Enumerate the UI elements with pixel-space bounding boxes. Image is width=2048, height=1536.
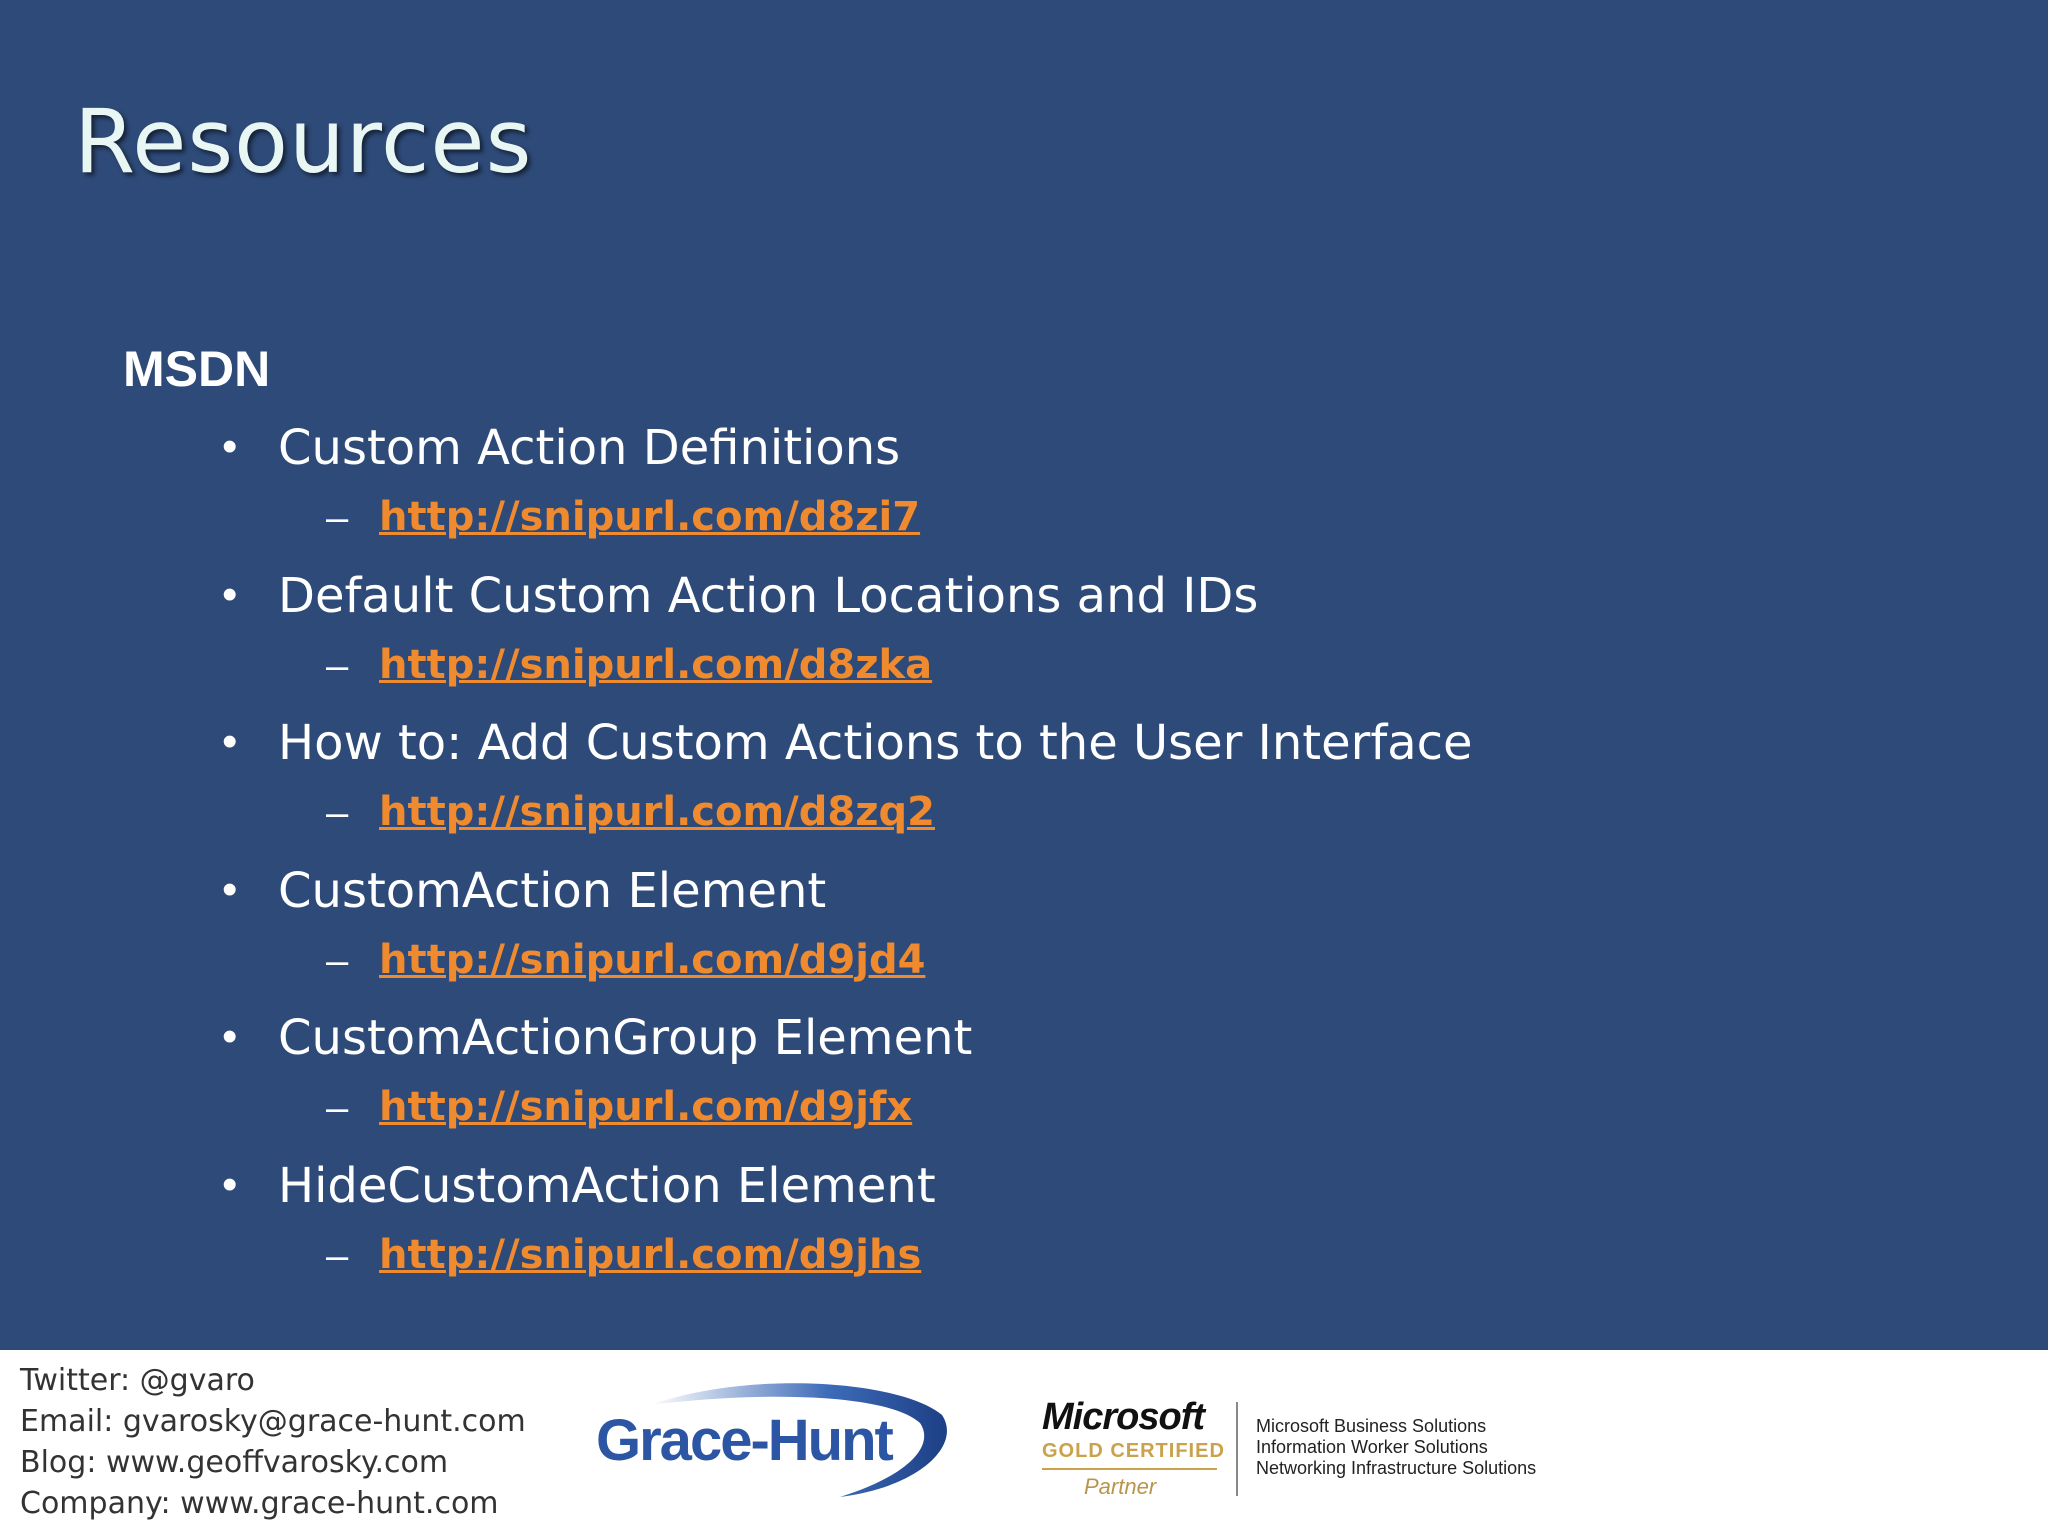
slide-title: Resources [74, 90, 533, 193]
grace-hunt-logo [590, 1375, 950, 1505]
resource-link[interactable]: http://snipurl.com/d8zka [379, 641, 933, 688]
footer [0, 1350, 2048, 1536]
dash-icon: – [326, 1086, 349, 1130]
section-heading: MSDN [123, 341, 271, 397]
gold-certified-label: GOLD CERTIFIED [1042, 1440, 1225, 1462]
blog-url: Blog: www.geoffvarosky.com [20, 1445, 449, 1480]
list-item [0, 1008, 2048, 1156]
bullet-icon: • [222, 1012, 238, 1061]
company-url: Company: www.grace-hunt.com [20, 1486, 499, 1521]
list-item [0, 861, 2048, 1009]
bullet-icon: • [222, 864, 238, 914]
competency-list [1256, 1416, 1536, 1479]
competency-item: Microsoft Business Solutions [1256, 1416, 1487, 1436]
bullet-icon: • [222, 1159, 238, 1209]
microsoft-wordmark: Microsoft [1042, 1396, 1204, 1438]
resource-link[interactable]: http://snipurl.com/d9jfx [379, 1084, 913, 1130]
email-address: Email: gvarosky@grace-hunt.com [20, 1404, 526, 1439]
resource-list [0, 418, 2048, 1303]
resource-title: Custom Action Definitions [278, 420, 901, 476]
partner-label: Partner [1084, 1474, 1157, 1499]
resource-title: How to: Add Custom Actions to the User Interface [278, 715, 1473, 771]
resource-link[interactable]: http://snipurl.com/d9jhs [379, 1231, 922, 1278]
resource-title: CustomActionGroup Element [278, 1010, 973, 1066]
dash-icon: – [326, 1233, 349, 1278]
list-item [0, 418, 2048, 566]
bullet-icon: • [222, 717, 238, 766]
badge-divider [1042, 1468, 1217, 1470]
logo-wordmark: Grace-Hunt [596, 1408, 892, 1473]
resource-title: Default Custom Action Locations and IDs [278, 567, 1259, 624]
bullet-icon: • [222, 422, 238, 471]
twitter-handle: Twitter: @gvaro [20, 1363, 255, 1398]
dash-icon: – [326, 643, 349, 688]
resource-link[interactable]: http://snipurl.com/d8zq2 [379, 789, 935, 835]
resource-link[interactable]: http://snipurl.com/d9jd4 [379, 936, 926, 983]
dash-icon: – [326, 496, 349, 540]
dash-icon: – [326, 791, 349, 835]
vertical-divider [1236, 1402, 1238, 1496]
list-item [0, 713, 2048, 861]
resource-title: CustomAction Element [278, 862, 827, 919]
list-item [0, 566, 2048, 714]
resource-link[interactable]: http://snipurl.com/d8zi7 [379, 494, 921, 540]
resource-title: HideCustomAction Element [278, 1157, 936, 1214]
bullet-icon: • [222, 569, 238, 619]
dash-icon: – [326, 938, 349, 983]
competency-item: Information Worker Solutions [1256, 1437, 1488, 1457]
microsoft-partner-badge [1040, 1396, 1225, 1506]
list-item [0, 1156, 2048, 1304]
competency-item: Networking Infrastructure Solutions [1256, 1458, 1537, 1478]
contact-info [20, 1360, 526, 1524]
